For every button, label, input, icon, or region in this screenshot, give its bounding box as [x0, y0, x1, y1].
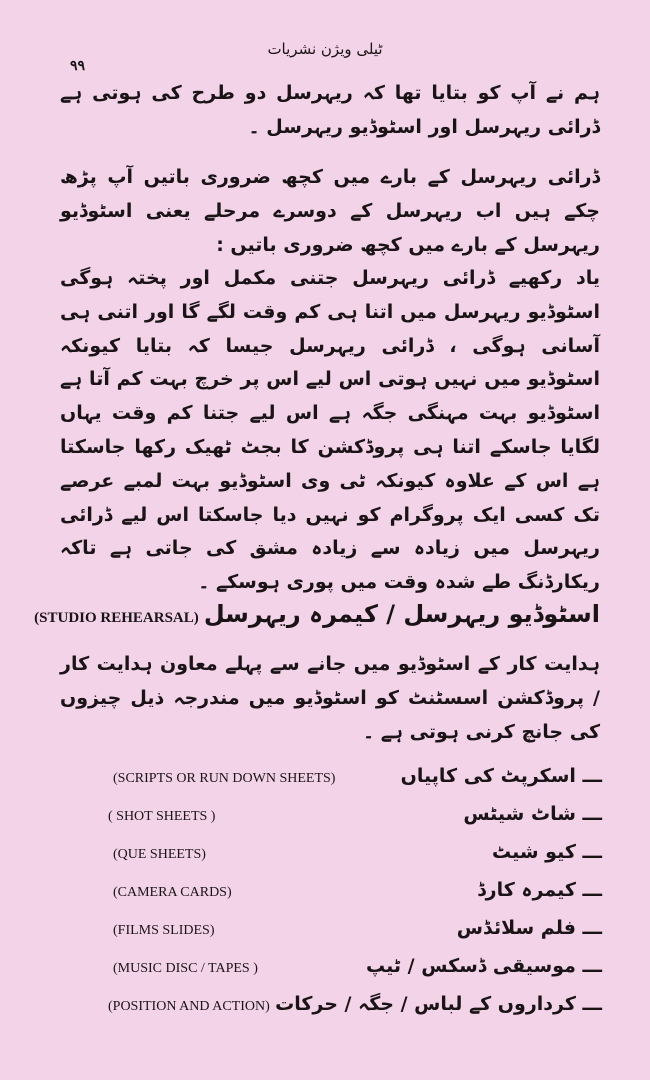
- paragraph-director-checks: ہدایت کار کے اسٹوڈیو میں جانے سے پہلے معاون ہدایت کار / پروڈکشن اسسٹنٹ کو اسٹوڈیو میں مندرجہ ذیل چیزوں کی جانچ کرنی ہوتی ہے ۔: [60, 653, 600, 743]
- list-item: [0, 841, 650, 879]
- paragraph-remember: یاد رکھیے ڈرائی ریہرسل جتنی مکمل اور پختہ ہوگی اسٹوڈیو ریہرسل میں اتنا ہی کم وقت لگے گا اور اتنی ہی آسانی ہوگی ، ڈرائی ریہرسل جیسا کہ بتایا کیونکہ اسٹوڈیو میں نہیں ہوتی اس لیے اس پر خرچ بہت کم آتا ہے اسٹوڈیو بہت مہنگی جگہ ہے اس لیے جتنا کم وقت یہاں لگایا جاسکے اتنا ہی پروڈکشن کا بجٹ ٹھیک رکھا جاسکتا ہے اس کے علاوہ کیونکہ ٹی وی اسٹوڈیو بہت لمبے عرصے تک کسی ایک پروگرام کو نہیں دیا جاسکتا اس لیے ڈرائی ریہرسل میں زیادہ سے زیادہ مشق کی جاتی ہے تاکہ ریکارڈنگ طے شدہ وقت میں پوری ہوسکے ۔: [60, 267, 600, 594]
- section-heading-urdu: اسٹوڈیو ریہرسل / کیمرہ ریہرسل: [203, 600, 600, 628]
- list-item-english: (FILMS SLIDES): [113, 923, 215, 938]
- list-item-urdu: ـــ موسیقی ڈسکس / ٹیپ: [366, 955, 602, 977]
- list-item: [0, 879, 650, 917]
- list-item: [0, 955, 650, 993]
- section-heading: [34, 600, 600, 628]
- page-number: ۹۹: [70, 58, 86, 74]
- list-item-urdu: ـــ کیمرہ کارڈ: [477, 879, 602, 901]
- list-item: [0, 917, 650, 955]
- list-item-english: (QUE SHEETS): [113, 847, 206, 862]
- list-item-urdu: ـــ اسکرپٹ کی کاپیاں: [400, 765, 602, 787]
- section-heading-english: (STUDIO REHEARSAL): [34, 610, 199, 626]
- list-item: [0, 993, 650, 1031]
- list-item-urdu: ـــ فلم سلائڈس: [456, 917, 602, 939]
- list-item: [0, 765, 650, 803]
- list-item-urdu: ـــ کیو شیٹ: [492, 841, 602, 863]
- list-item-urdu: ـــ شاٹ شیٹس: [463, 803, 602, 825]
- list-item-english: (POSITION AND ACTION): [108, 999, 270, 1014]
- list-item-english: (SCRIPTS OR RUN DOWN SHEETS): [113, 771, 336, 786]
- list-item-urdu: ـــ کرداروں کے لباس / جگہ / حرکات: [275, 993, 602, 1015]
- list-item-english: ( SHOT SHEETS ): [108, 809, 216, 824]
- list-item-english: (MUSIC DISC / TAPES ): [113, 961, 258, 976]
- list-item-english: (CAMERA CARDS): [113, 885, 232, 900]
- paragraph-dry-rehearsal: ڈرائی ریہرسل کے بارے میں کچھ ضروری باتیں آپ پڑھ چکے ہیں اب ریہرسل کے دوسرے مرحلے یعنی اسٹوڈیو ریہرسل کے بارے میں کچھ ضروری باتیں :: [60, 166, 600, 256]
- list-item: [0, 803, 650, 841]
- running-header: ٹیلی ویژن نشریات: [267, 40, 383, 58]
- paragraph-intro: ہم نے آپ کو بتایا تھا کہ ریہرسل دو طرح کی ہوتی ہے ڈرائی ریہرسل اور اسٹوڈیو ریہرسل ۔: [60, 82, 600, 138]
